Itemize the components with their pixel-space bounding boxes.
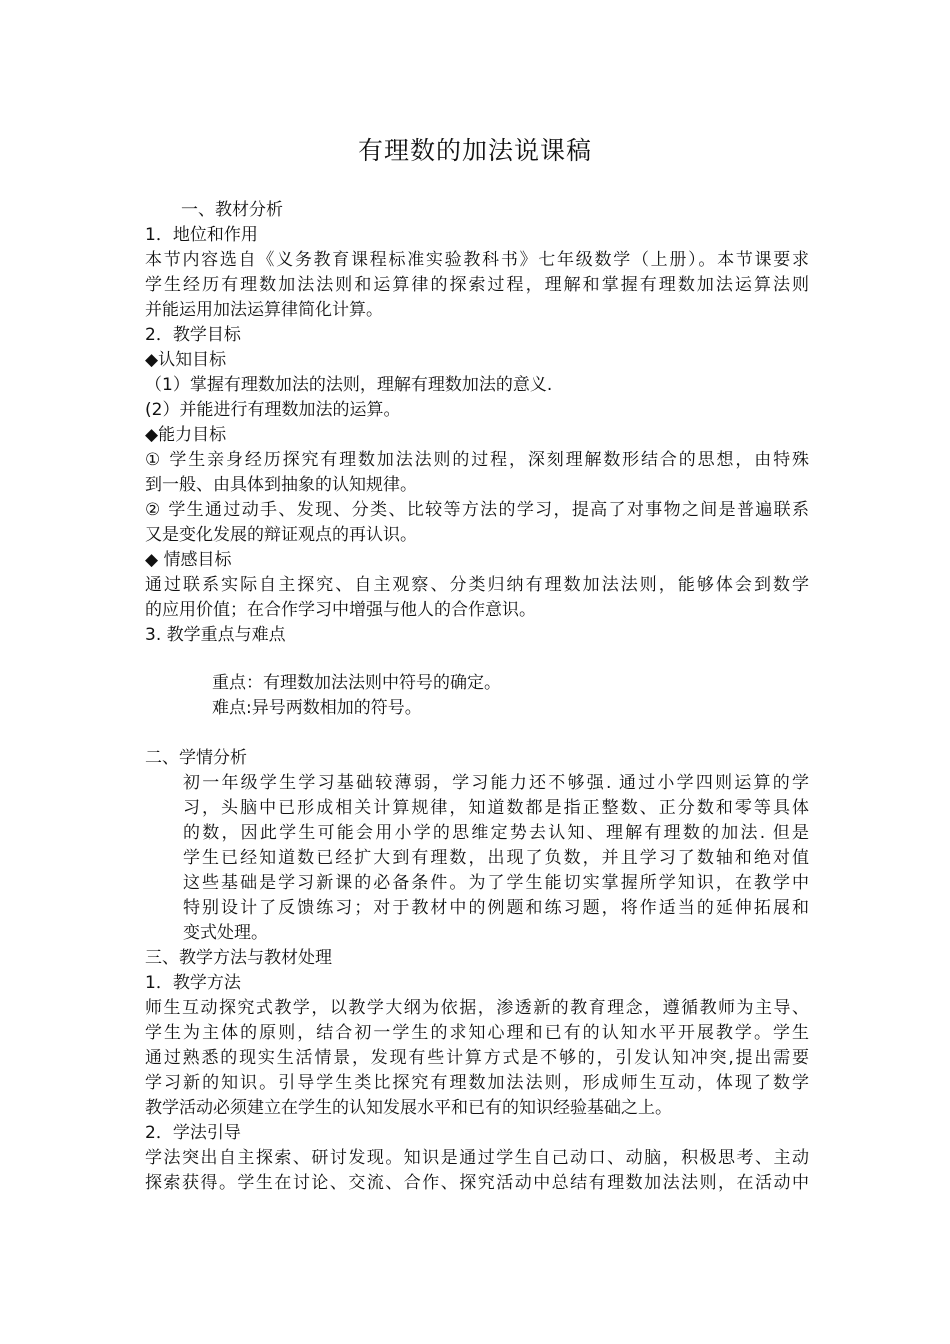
paragraph-line: 变式处理。 — [183, 923, 268, 943]
section-heading-student-analysis: 二、学情分析 — [145, 748, 247, 768]
paragraph-line: 学生为主体的原则，结合初一学生的求知心理和已有的认知水平开展教学。学生 — [145, 1023, 809, 1043]
emotion-goal-heading: ◆ 情感目标 — [145, 550, 232, 570]
goal-line: 到一般、由具体到抽象的认知规律。 — [145, 475, 417, 495]
goal-line: (2）并能进行有理数加法的运算。 — [145, 400, 401, 420]
document-body — [145, 198, 809, 1196]
paragraph-line: 学习新的知识。引导学生类比探究有理数加法法则，形成师生互动，体现了数学 — [145, 1073, 809, 1093]
paragraph-line: 学法突出自主探索、研讨发现。知识是通过学生自己动口、动脑，积极思考、主动 — [145, 1148, 809, 1168]
section-heading-methods: 三、教学方法与教材处理 — [145, 948, 332, 968]
paragraph-line: 习，头脑中已形成相关计算规律，知道数都是指正整数、正分数和零等具体 — [183, 798, 809, 818]
subsection-heading-teaching-method: 1．教学方法 — [145, 973, 241, 993]
subsection-heading-role: 1．地位和作用 — [145, 225, 258, 245]
paragraph-line: 通过熟悉的现实生活情景，发现有些计算方式是不够的，引发认知冲突,提出需要 — [145, 1048, 809, 1068]
paragraph-line: 学生已经知道数已经扩大到有理数，出现了负数，并且学习了数轴和绝对值 — [183, 848, 809, 868]
spacer — [145, 721, 809, 746]
key-point: 重点：有理数加法法则中符号的确定。 — [212, 673, 501, 693]
paragraph-line: 这些基础是学习新课的必备条件。为了学生能切实掌握所学知识，在教学中 — [183, 873, 809, 893]
paragraph-line: 探索获得。学生在讨论、交流、合作、探究活动中总结有理数加法法则，在活动中 — [145, 1173, 809, 1193]
cognitive-goal-heading: ◆认知目标 — [145, 350, 227, 370]
paragraph-line: 本节内容选自《义务教育课程标准实验教科书》七年级数学（上册）。本节课要求 — [145, 250, 809, 270]
ability-goal-heading: ◆能力目标 — [145, 425, 227, 445]
paragraph-line: 师生互动探究式教学，以教学大纲为依据，渗透新的教育理念，遵循教师为主导、 — [145, 998, 809, 1018]
paragraph-line: 特别设计了反馈练习；对于教材中的例题和练习题，将作适当的延伸拓展和 — [183, 898, 809, 918]
subsection-heading-objectives: 2．教学目标 — [145, 325, 241, 345]
goal-line: ① 学生亲身经历探究有理数加法法则的过程，深刻理解数形结合的思想，由特殊 — [145, 450, 809, 470]
paragraph-line: 初一年级学生学习基础较薄弱，学习能力还不够强. 通过小学四则运算的学 — [183, 773, 809, 793]
difficulty-point: 难点:异号两数相加的符号。 — [212, 698, 422, 718]
paragraph-line: 并能运用加法运算律简化计算。 — [145, 300, 383, 320]
page-title: 有理数的加法说课稿 — [357, 136, 592, 165]
goal-line: （1）掌握有理数加法的法则，理解有理数加法的意义. — [145, 375, 553, 395]
subsection-heading-key-points: 3. 教学重点与难点 — [145, 625, 286, 645]
goal-line: 的应用价值；在合作学习中增强与他人的合作意识。 — [145, 600, 536, 620]
goal-line: 又是变化发展的辩证观点的再认识。 — [145, 525, 417, 545]
paragraph-line: 学生经历有理数加法法则和运算律的探索过程，理解和掌握有理数加法运算法则 — [145, 275, 809, 295]
goal-line: ② 学生通过动手、发现、分类、比较等方法的学习，提高了对事物之间是普遍联系 — [145, 500, 809, 520]
subsection-heading-learning-guidance: 2．学法引导 — [145, 1123, 241, 1143]
paragraph-line: 教学活动必须建立在学生的认知发展水平和已有的知识经验基础之上。 — [145, 1098, 672, 1118]
spacer — [145, 648, 809, 671]
paragraph-line: 的数，因此学生可能会用小学的思维定势去认知、理解有理数的加法. 但是 — [183, 823, 809, 843]
goal-line: 通过联系实际自主探究、自主观察、分类归纳有理数加法法则，能够体会到数学 — [145, 575, 809, 595]
section-heading-textbook-analysis: 一、教材分析 — [181, 200, 283, 220]
